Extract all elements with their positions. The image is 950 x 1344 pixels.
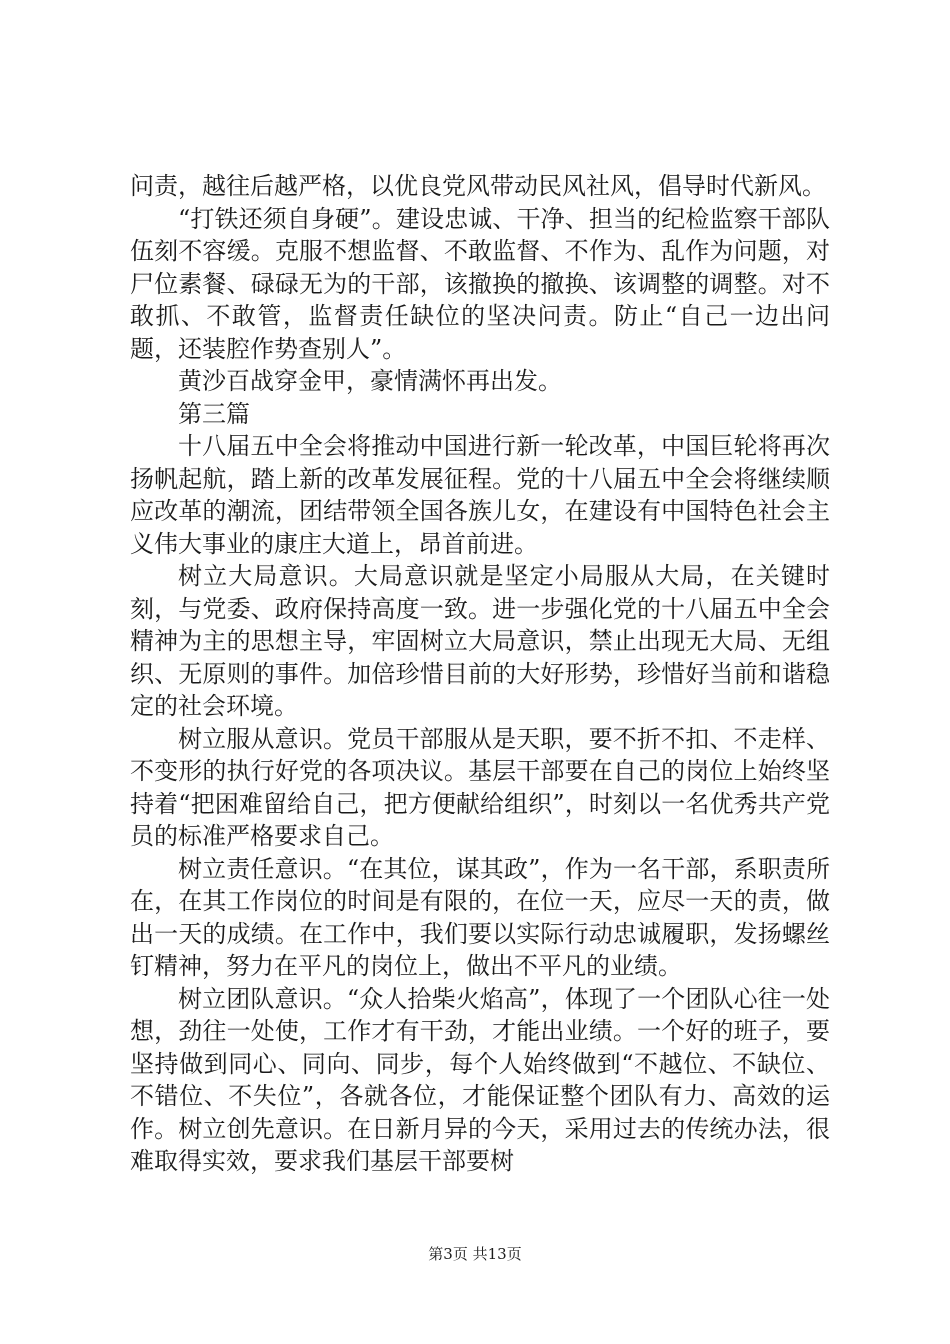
page-number-footer: 第3页 共13页	[428, 1245, 522, 1263]
paragraph-7: 树立服从意识。党员干部服从是天职，要不折不扣、不走样、不变形的执行好党的各项决议。基层干部要在自己的岗位上始终坚持着“把困难留给自己，把方便献给组织”，时刻以一名优秀共产党员的标准严格要求自己。	[130, 724, 830, 850]
paragraph-2: “打铁还须自身硬”。建设忠诚、干净、担当的纪检监察干部队伍刻不容缓。克服不想监督、不敢监督、不作为、乱作为问题，对尸位素餐、碌碌无为的干部，该撤换的撤换、该调整的调整。对不敢抓、不敢管，监督责任缺位的坚决问责。防止“自己一边出问题，还装腔作势查别人”。	[130, 204, 830, 363]
paragraph-3: 黄沙百战穿金甲，豪情满怀再出发。	[178, 367, 562, 395]
paragraph-6: 树立大局意识。大局意识就是坚定小局服从大局，在关键时刻，与党委、政府保持高度一致。进一步强化党的十八届五中全会精神为主的思想主导，牢固树立大局意识，禁止出现无大局、无组织、无原则的事件。加倍珍惜目前的大好形势，珍惜好当前和谐稳定的社会环境。	[130, 562, 830, 720]
paragraph-1: 问责，越往后越严格，以优良党风带动民风社风，倡导时代新风。	[130, 172, 826, 200]
paragraph-5: 十八届五中全会将推动中国进行新一轮改革，中国巨轮将再次扬帆起航，踏上新的改革发展征程。党的十八届五中全会将继续顺应改革的潮流，团结带领全国各族儿女，在建设有中国特色社会主义伟大事业的康庄大道上，昂首前进。	[130, 432, 830, 558]
paragraph-8: 树立责任意识。“在其位，谋其政”，作为一名干部，系职责所在，在其工作岗位的时间是有限的，在位一天，应尽一天的责，做出一天的成绩。在工作中，我们要以实际行动忠诚履职，发扬螺丝钉精神，努力在平凡的岗位上，做出不平凡的业绩。	[130, 854, 830, 980]
section-heading: 第三篇	[178, 399, 250, 428]
document-body	[130, 170, 830, 1178]
paragraph-9: 树立团队意识。“众人拾柴火焰高”，体现了一个团队心往一处想，劲往一处使，工作才有干劲，才能出业绩。一个好的班子，要坚持做到同心、同向、同步，每个人始终做到“不越位、不缺位、不错位、不失位”，各就各位，才能保证整个团队有力、高效的运作。树立创先意识。在日新月异的今天，采用过去的传统办法，很难取得实效，要求我们基层干部要树	[130, 984, 830, 1175]
